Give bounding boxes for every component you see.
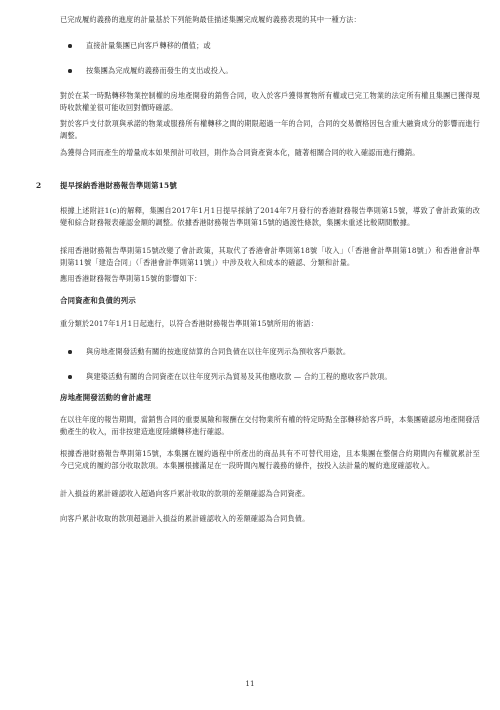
paragraph: 應用香港財務報告準則第15號的影響如下：: [60, 274, 202, 283]
subsection-title: 合同資產和負債的列示: [60, 296, 136, 305]
list-item-text: 與建築活動有關的合同資產在以往年度列示為貿易及其他應收款 — 合約工程的應收客戶款項。: [86, 372, 392, 381]
paragraph: 根據香港財務報告準則第15號，本集團在履約過程中所產出的商品具有不可替代用途，且本集團在整個合約期間內有權就累計至今已完成的履約部分收取款項。本集團根據滿足在一段時間內履行義務的條件，按投入法計量的履約進度確認收入。: [60, 449, 480, 470]
bullet-icon: [68, 350, 72, 354]
bullet-icon: [68, 44, 72, 48]
section-number: 2: [36, 181, 42, 190]
list-item-text: 直接計量集團已向客戶轉移的價值；或: [86, 41, 211, 50]
paragraph: 重分類於2017年1月1日起進行，以符合香港財務報告準則第15號所用的術語：: [60, 319, 318, 328]
paragraph: 計入損益的累計確認收入超過向客戶累計收取的款項的差額確認為合同資產。: [60, 489, 310, 498]
paragraph: 對於在某一時點轉移物業控制權的房地產開發的銷售合同，收入於客戶獲得實物所有權或已完工物業的法定所有權且集團已獲得現時收款權並很可能收回對價時確認。: [60, 91, 480, 112]
paragraph: 為獲得合同而產生的增量成本如果預計可收回，則作為合同資產資本化，隨著相關合同的收入確認而進行攤銷。: [60, 148, 420, 157]
paragraph: 在以往年度的報告期間，當銷售合同的重要風險和報酬在交付物業所有權的特定時點全部轉移給客戶時，本集團確認房地產開發活動產生的收入，而非按建造進度陸續轉移進行確認。: [60, 415, 480, 436]
paragraph: 向客戶累計收取的款項超過計入損益的累計確認收入的差額確認為合同負債。: [60, 514, 310, 523]
section-title: 提早採納香港財務報告準則第15號: [60, 181, 177, 190]
subsection-title: 房地產開發活動的會計處理: [60, 393, 152, 402]
list-item-text: 按集團為完成履約義務而發生的支出或投入。: [86, 66, 233, 75]
list-item-text: 與房地產開發活動有關的按進度結算的合同負債在以往年度列示為預收客戶賬款。: [86, 347, 351, 356]
paragraph: 根據上述附註1(c)的解釋，集團自2017年1月1日提早採納了2014年7月發行的香港財務報告準則第15號，導致了會計政策的改變和綜合財務報表確認金額的調整。依據香港財務報告準則第15號的過渡性條款，集團未重述比較期間數據。: [60, 206, 480, 227]
bullet-icon: [68, 375, 72, 379]
intro-paragraph: 已完成履約義務的進度的計量基於下列能夠最佳描述集團完成履約義務表現的其中一種方法：: [60, 15, 361, 24]
paragraph: 對於客戶支付款項與承諾的物業或服務所有權轉移之間的期限超過一年的合同，合同的交易價格因包含重大融資成分的影響而進行調整。: [60, 119, 480, 140]
paragraph: 採用香港財務報告準則第15號改變了會計政策，其取代了香港會計準則第18號「收入」（「香港會計準則第18號」）和香港會計準則第11號「建造合同」（「香港會計準則第11號」）中涉及收入和成本的確認、分類和計量。: [60, 246, 480, 267]
page-number: 11: [245, 679, 255, 688]
bullet-icon: [68, 69, 72, 73]
